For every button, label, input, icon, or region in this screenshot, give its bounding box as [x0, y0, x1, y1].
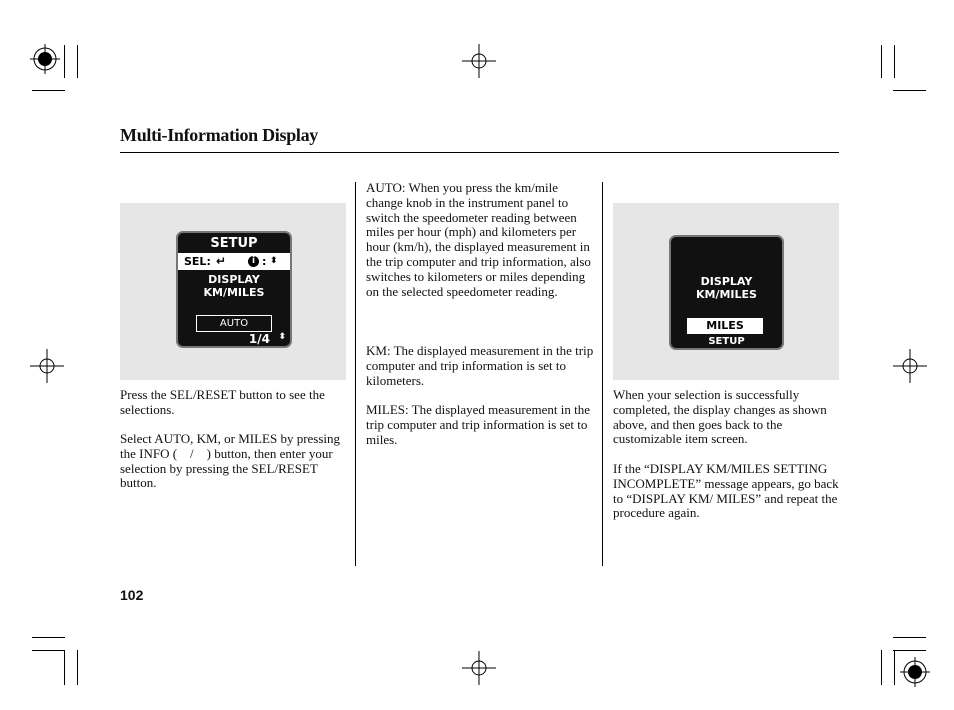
screen-heading: SETUP — [210, 236, 258, 251]
screen-line-2: KM/MILES — [203, 286, 265, 299]
header-rule — [120, 152, 839, 153]
left-paragraph-2: Select AUTO, KM, or MILES by pressing the INFO ( / ) button, then enter your selection by pressing the SEL/RESET button. — [120, 431, 341, 491]
right-paragraph-2: If the “DISPLAY KM/MILES SETTING INCOMPLETE” message appears, go back to “DISPLAY KM/ MILES” and repeat the procedure again. — [613, 461, 839, 521]
screen-line-1: DISPLAY — [700, 275, 753, 288]
display-screen-setup — [176, 231, 292, 348]
left-paragraph-1: Press the SEL/RESET button to see the selections. — [120, 387, 325, 417]
enter-icon: ↵ — [216, 254, 227, 268]
screen-footer: SETUP — [708, 336, 745, 347]
middle-paragraph-auto: AUTO: When you press the km/mile change knob in the instrument panel to switch the speedometer reading between miles per hour (mph) and kilometers per hour (km/h), the displayed measurement in the trip computer and trip information, also switches to kilometers or miles depending on the selected speedometer reading. — [366, 180, 591, 299]
up-down-icon: ⬍ — [270, 256, 278, 266]
column-divider-2 — [602, 182, 603, 566]
figure-left — [120, 203, 346, 380]
right-paragraph-1: When your selection is successfully completed, the display changes as shown above, and then goes back to the customizable item screen. — [613, 387, 827, 447]
figure-right — [613, 203, 839, 380]
page-title: Multi-Information Display — [120, 125, 319, 145]
crosshair-top-icon — [462, 44, 496, 78]
info-icon: i — [248, 256, 259, 267]
crosshair-left-icon — [30, 349, 64, 383]
sel-bar — [178, 253, 290, 270]
screen-line-2: KM/MILES — [696, 288, 757, 301]
display-screen-complete — [669, 235, 784, 350]
crosshair-bottom-icon — [462, 651, 496, 685]
middle-paragraph-km: KM: The displayed measurement in the trip computer and trip information is set to kilometers. — [366, 343, 594, 388]
sel-label: SEL: — [184, 255, 211, 268]
option-box: AUTO — [196, 315, 272, 332]
screen-line-1: DISPLAY — [208, 273, 260, 286]
selected-option: MILES — [687, 318, 763, 334]
colon-separator: : — [262, 255, 267, 268]
page-number: 102 — [120, 587, 144, 603]
crosshair-right-icon — [893, 349, 927, 383]
column-divider-1 — [355, 182, 356, 566]
registration-mark-bottom-right-icon — [900, 657, 930, 687]
scroll-arrows-icon: ⬍ — [278, 332, 286, 342]
page-indicator: 1/4 — [248, 332, 270, 346]
registration-mark-top-left-icon — [30, 44, 60, 74]
middle-paragraph-miles: MILES: The displayed measurement in the trip computer and trip information is set to miles. — [366, 402, 590, 447]
